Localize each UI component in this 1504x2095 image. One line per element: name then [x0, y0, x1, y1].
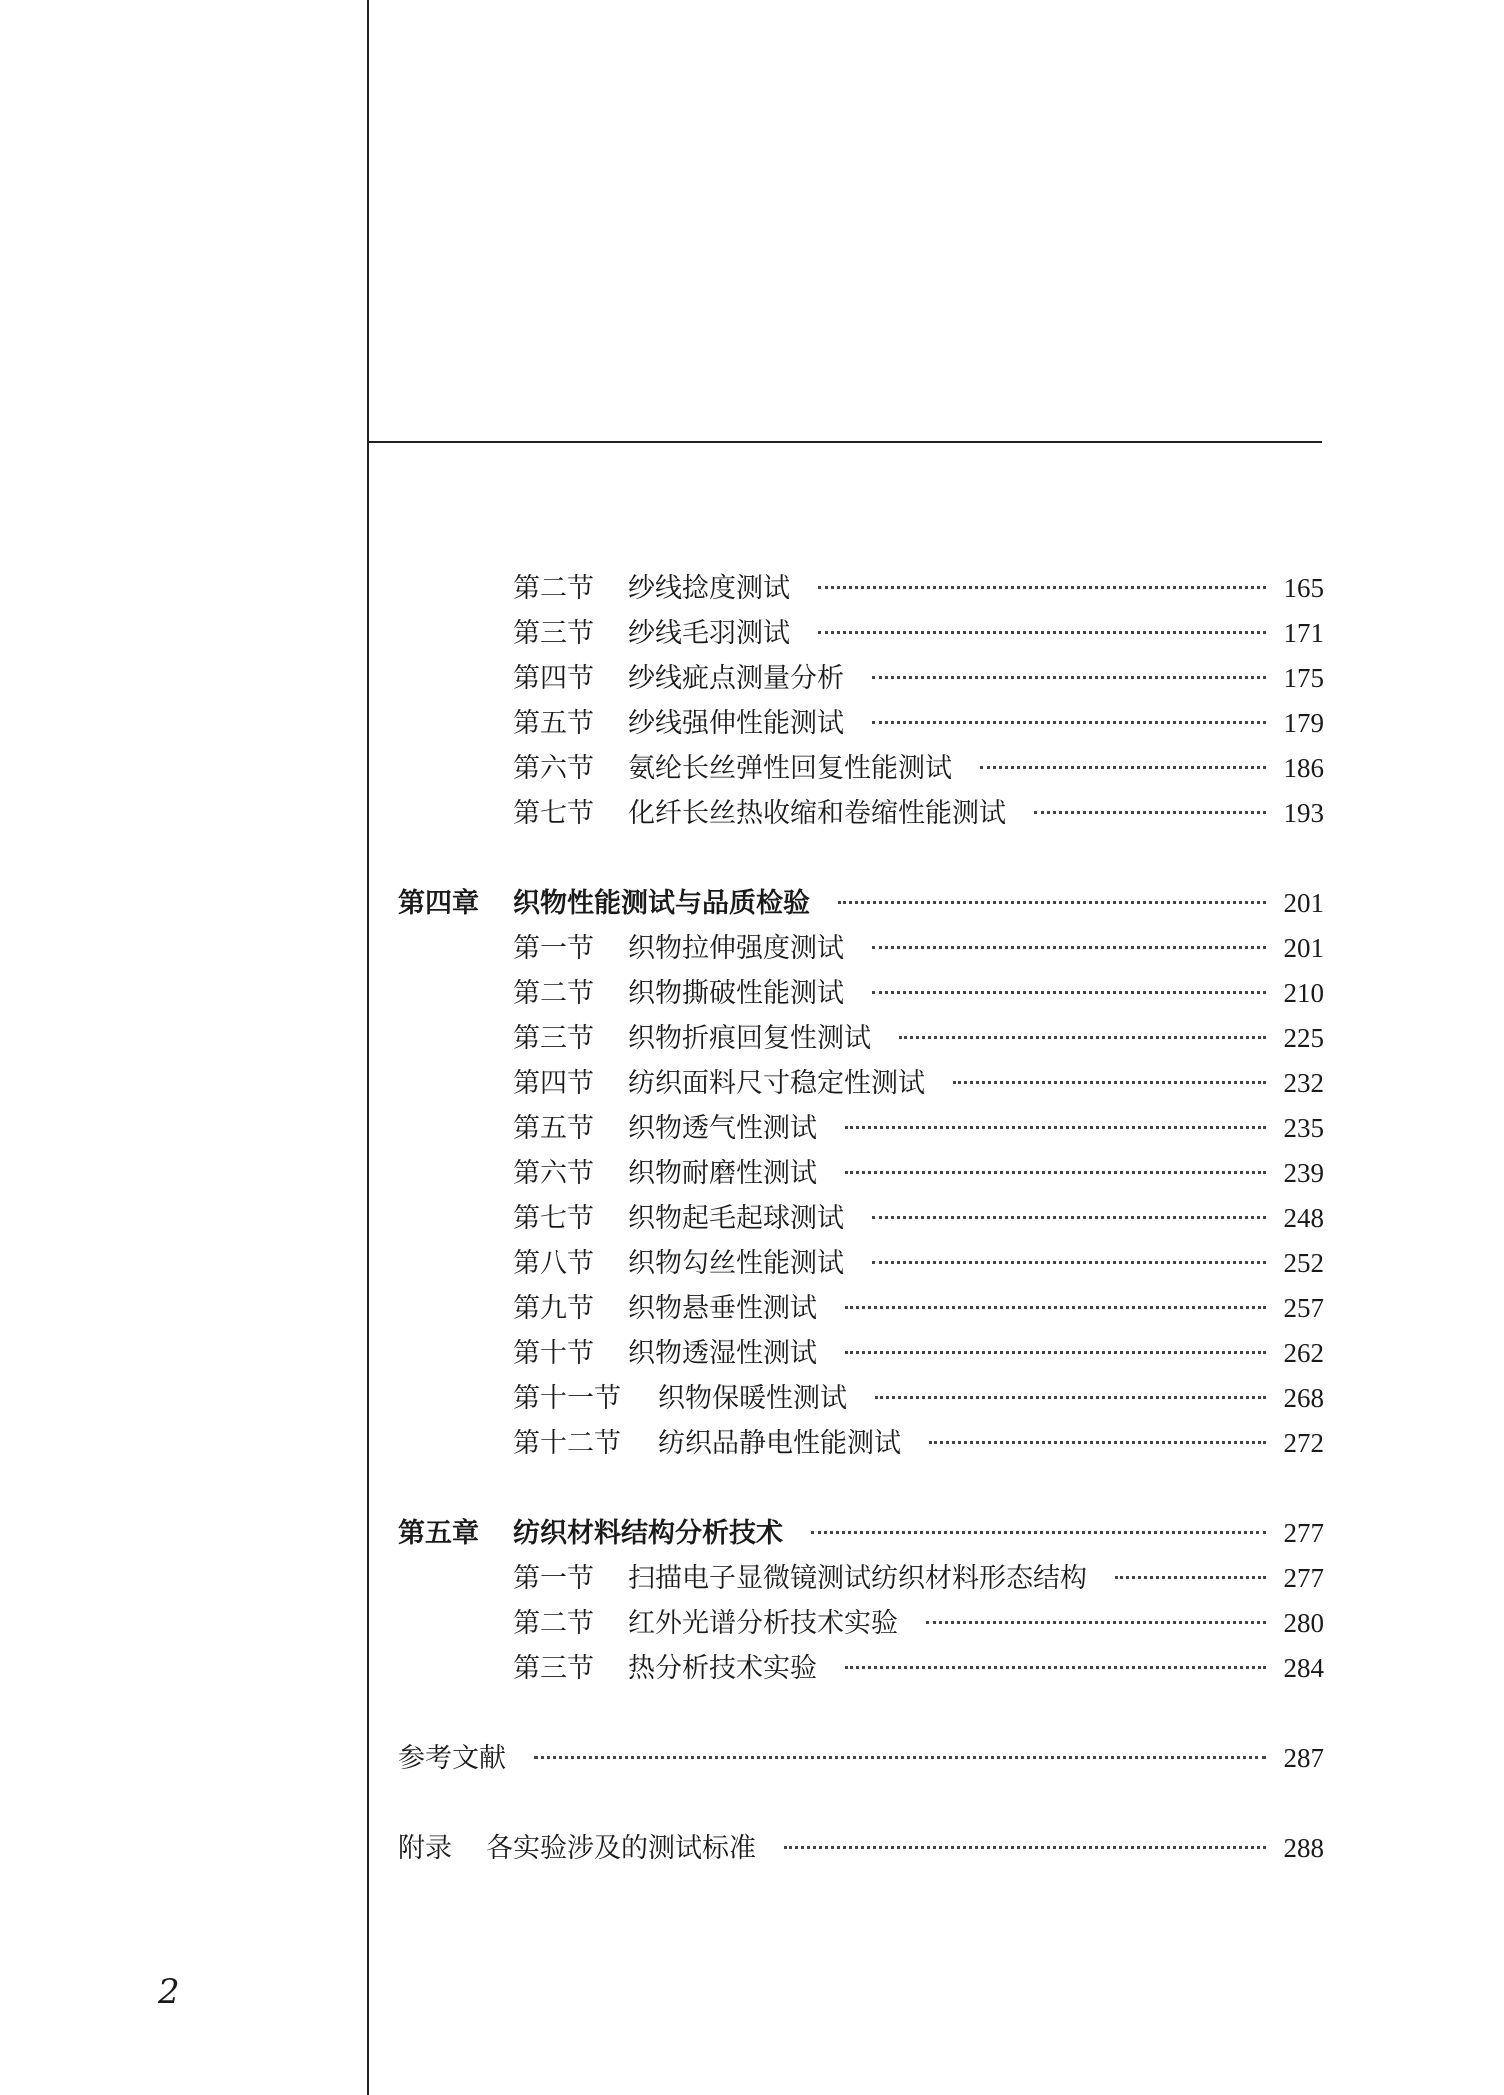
toc-section-entry[interactable] [398, 926, 1324, 971]
toc-entry-title: 纱线疵点测量分析 [628, 663, 844, 694]
toc-section-entry[interactable] [398, 1286, 1324, 1331]
toc-entry-title: 参考文献 [398, 1743, 506, 1774]
toc-entry-title: 红外光谱分析技术实验 [628, 1608, 898, 1639]
toc-entry-title: 纱线捻度测试 [628, 573, 790, 604]
toc-entry-page: 171 [1283, 618, 1324, 648]
dot-leader [872, 946, 1266, 949]
toc-entry-page: 248 [1283, 1203, 1324, 1233]
dot-leader [872, 1261, 1266, 1264]
header-rule-horizontal [367, 441, 1322, 443]
toc-entry-number: 第十节 [513, 1338, 594, 1369]
dot-leader [845, 1126, 1266, 1129]
dot-leader [784, 1846, 1266, 1849]
dot-leader [929, 1441, 1266, 1444]
toc-entry-page: 277 [1283, 1518, 1324, 1548]
toc-section-entry[interactable] [398, 1421, 1324, 1466]
dot-leader [872, 721, 1266, 724]
toc-entry-page: 288 [1283, 1833, 1324, 1863]
toc-entry-page: 284 [1283, 1653, 1324, 1683]
toc-entry-number: 第五章 [398, 1518, 479, 1549]
toc-entry-number: 第四节 [513, 1068, 594, 1099]
toc-entry-page: 235 [1283, 1113, 1324, 1143]
toc-section-entry[interactable] [398, 746, 1324, 791]
toc-chapter-entry[interactable] [398, 1511, 1324, 1556]
toc-entry-number: 第四章 [398, 888, 479, 919]
toc-entry-title: 织物保暖性测试 [658, 1383, 847, 1414]
dot-leader [811, 1531, 1266, 1534]
toc-section-entry[interactable] [398, 1556, 1324, 1601]
toc-section-entry[interactable] [398, 1151, 1324, 1196]
toc-entry-title: 纺织面料尺寸稳定性测试 [628, 1068, 925, 1099]
toc-entry-number: 第五节 [513, 1113, 594, 1144]
toc-entry-title: 扫描电子显微镜测试纺织材料形态结构 [628, 1563, 1087, 1594]
toc-entry-number: 第三节 [513, 618, 594, 649]
dot-leader [845, 1666, 1266, 1669]
toc-entry-page: 201 [1283, 888, 1324, 918]
toc-entry-page: 287 [1283, 1743, 1324, 1773]
dot-leader [845, 1171, 1266, 1174]
toc-entry-title: 热分析技术实验 [628, 1653, 817, 1684]
toc-entry-number: 第六节 [513, 1158, 594, 1189]
toc-entry-page: 175 [1283, 663, 1324, 693]
dot-leader [953, 1081, 1266, 1084]
toc-entry-page: 252 [1283, 1248, 1324, 1278]
toc-entry-title: 织物勾丝性能测试 [628, 1248, 844, 1279]
dot-leader [818, 631, 1266, 634]
dot-leader [1034, 811, 1266, 814]
toc-section-entry[interactable] [398, 1646, 1324, 1691]
toc-entry-number: 第六节 [513, 753, 594, 784]
toc-entry-title: 织物折痕回复性测试 [628, 1023, 871, 1054]
toc-entry-title: 织物撕破性能测试 [628, 978, 844, 1009]
dot-leader [980, 766, 1266, 769]
toc-section-entry[interactable] [398, 566, 1324, 611]
toc-chapter-entry[interactable] [398, 881, 1324, 926]
toc-entry-number: 第二节 [513, 573, 594, 604]
toc-entry-title: 织物悬垂性测试 [628, 1293, 817, 1324]
dot-leader [1115, 1576, 1266, 1579]
toc-entry-number: 第三节 [513, 1023, 594, 1054]
toc-entry-number: 第三节 [513, 1653, 594, 1684]
toc-entry-title: 纱线强伸性能测试 [628, 708, 844, 739]
toc-entry-number: 第五节 [513, 708, 594, 739]
dot-leader [845, 1306, 1266, 1309]
dot-leader [875, 1396, 1266, 1399]
toc-entry-number: 第一节 [513, 1563, 594, 1594]
toc-entry-number: 第七节 [513, 798, 594, 829]
toc-section-entry[interactable] [398, 791, 1324, 836]
toc-entry-title: 纺织材料结构分析技术 [513, 1518, 783, 1549]
toc-entry-title: 织物拉伸强度测试 [628, 933, 844, 964]
margin-rule-vertical [367, 0, 369, 2095]
toc-section-entry[interactable] [398, 1061, 1324, 1106]
toc-entry-title: 各实验涉及的测试标准 [486, 1833, 756, 1864]
toc-entry-title: 织物性能测试与品质检验 [513, 888, 810, 919]
dot-leader [872, 676, 1266, 679]
toc-entry-title: 氨纶长丝弹性回复性能测试 [628, 753, 952, 784]
toc-entry-title: 织物起毛起球测试 [628, 1203, 844, 1234]
toc-entry-page: 210 [1283, 978, 1324, 1008]
toc-section-entry[interactable] [398, 1196, 1324, 1241]
toc-entry-number: 第七节 [513, 1203, 594, 1234]
toc-entry-page: 186 [1283, 753, 1324, 783]
dot-leader [899, 1036, 1266, 1039]
toc-section-entry[interactable] [398, 701, 1324, 746]
toc-entry-title: 织物耐磨性测试 [628, 1158, 817, 1189]
dot-leader [838, 901, 1266, 904]
toc-section-entry[interactable] [398, 1376, 1324, 1421]
toc-entry-title: 织物透气性测试 [628, 1113, 817, 1144]
toc-entry-page: 280 [1283, 1608, 1324, 1638]
dot-leader [872, 1216, 1266, 1219]
toc-special-entry[interactable] [398, 1826, 1324, 1871]
dot-leader [845, 1351, 1266, 1354]
toc-entry-number: 附录 [398, 1833, 452, 1864]
toc-entry-number: 第一节 [513, 933, 594, 964]
toc-entry-title: 纺织品静电性能测试 [658, 1428, 901, 1459]
toc-section-entry[interactable] [398, 1601, 1324, 1646]
toc-entry-page: 165 [1283, 573, 1324, 603]
toc-entry-number: 第十二节 [513, 1428, 621, 1459]
toc-entry-page: 239 [1283, 1158, 1324, 1188]
toc-entry-title: 织物透湿性测试 [628, 1338, 817, 1369]
toc-entry-title: 纱线毛羽测试 [628, 618, 790, 649]
dot-leader [534, 1756, 1266, 1759]
page-number: 2 [158, 1972, 180, 2012]
toc-section-entry[interactable] [398, 656, 1324, 701]
toc-entry-page: 232 [1283, 1068, 1324, 1098]
toc-entry-page: 277 [1283, 1563, 1324, 1593]
toc-entry-page: 201 [1283, 933, 1324, 963]
toc-entry-page: 257 [1283, 1293, 1324, 1323]
toc-section-entry[interactable] [398, 1016, 1324, 1061]
toc-entry-title: 化纤长丝热收缩和卷缩性能测试 [628, 798, 1006, 829]
toc-entry-page: 179 [1283, 708, 1324, 738]
toc-entry-number: 第九节 [513, 1293, 594, 1324]
table-of-contents [398, 566, 1324, 1871]
toc-entry-page: 225 [1283, 1023, 1324, 1053]
toc-section-entry[interactable] [398, 971, 1324, 1016]
dot-leader [926, 1621, 1266, 1624]
toc-entry-page: 193 [1283, 798, 1324, 828]
toc-section-entry[interactable] [398, 1331, 1324, 1376]
toc-section-entry[interactable] [398, 1106, 1324, 1151]
toc-entry-number: 第四节 [513, 663, 594, 694]
toc-entry-page: 268 [1283, 1383, 1324, 1413]
toc-entry-number: 第十一节 [513, 1383, 621, 1414]
toc-section-entry[interactable] [398, 611, 1324, 656]
toc-entry-number: 第二节 [513, 1608, 594, 1639]
toc-section-entry[interactable] [398, 1241, 1324, 1286]
dot-leader [872, 991, 1266, 994]
toc-entry-page: 272 [1283, 1428, 1324, 1458]
toc-entry-number: 第二节 [513, 978, 594, 1009]
dot-leader [818, 586, 1266, 589]
toc-entry-page: 262 [1283, 1338, 1324, 1368]
toc-special-entry[interactable] [398, 1736, 1324, 1781]
toc-entry-number: 第八节 [513, 1248, 594, 1279]
